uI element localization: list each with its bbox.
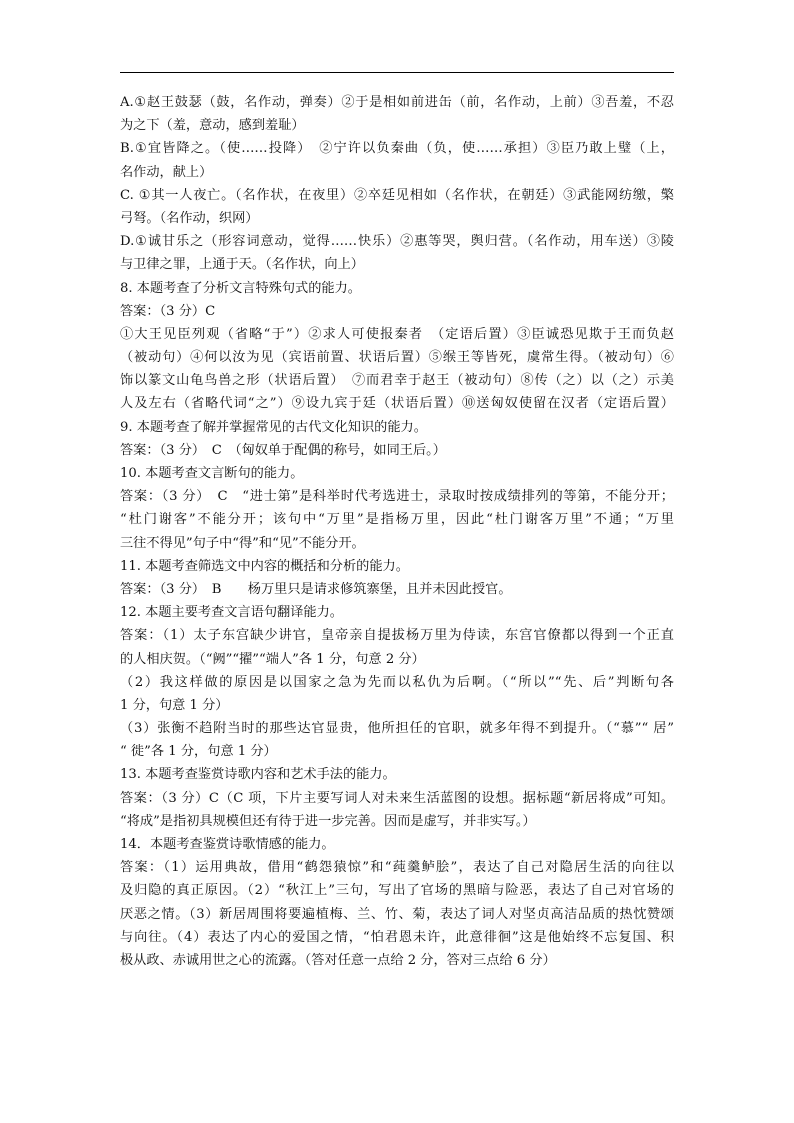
text-line: 为之下（羞，意动，感到羞耻）: [120, 118, 305, 134]
text-line: 名作动，献上）: [120, 164, 213, 180]
text-line: 1 分，句意 1 分）: [120, 697, 229, 713]
text-line: 三往不得见”句子中“得”和“见”不能分开。: [120, 535, 365, 551]
text-line: 答案：（3 分） C （匈奴单于配偶的称号，如同王后。）: [120, 442, 446, 458]
text-line: 答案：（3 分） B 杨万里只是请求修筑寨堡，且并未因此授官。: [120, 581, 512, 597]
text-line: B.①宜皆降之。（使……投降） ②宁许以负秦曲（负，使……承担）③臣乃敢上璧（上，: [120, 141, 674, 157]
text-line: ①大王见臣列观（省略“于”）②求人可使报秦者 （定语后置）③臣诚恐见欺于王而负赵: [120, 326, 674, 342]
text-line: 10. 本题考查文言断句的能力。: [120, 466, 304, 481]
text-line: 9. 本题考查了解并掌握常见的古代文化知识的能力。: [120, 419, 427, 435]
answer-text-body: [120, 91, 674, 972]
text-line: 人及左右（省略代词“之”）⑨设九宾于廷（状语后置）⑩送匈奴使留在汉者（定语后置）: [120, 396, 674, 412]
text-line: 及归隐的真正原因。（2）“秋江上”三句，写出了官场的黑暗与险恶，表达了自己对官场的: [120, 883, 674, 899]
text-line: 极从政、赤诚用世之心的流露。（答对任意一点给 2 分，答对三点给 6 分）: [120, 952, 556, 968]
text-line: 与卫律之罪，上通于天。（名作状，向上）: [120, 257, 364, 273]
text-line: C. ①其一人夜亡。（名作状，在夜里）②卒廷见相如（名作状，在朝廷）③武能网纺缴，檠: [120, 187, 674, 203]
text-line: （3）张衡不趋附当时的那些达官显贵，他所担任的官职，就多年得不到提升。（“慕”“ 居”: [120, 721, 674, 737]
text-line: 11. 本题考查筛选文中内容的概括和分析的能力。: [120, 558, 409, 574]
text-line: 弓弩。（名作动，织网）: [120, 210, 259, 226]
text-line: 答案：（3 分） C “进士第”是科举时代考选进士，录取时按成绩排列的等第，不能分开；: [120, 489, 674, 505]
text-line: 饰以篆文山龟鸟兽之形（状语后置） ⑦而君幸于赵王（被动句）⑧传（之）以（之）示美: [120, 373, 674, 389]
text-line: 答案：（1）太子东宫缺少讲官，皇帝亲自提拔杨万里为侍读，东宫官僚都以得到一个正直: [120, 628, 674, 644]
text-line: “ 徙”各 1 分，句意 1 分）: [120, 744, 277, 760]
text-line: （2）我这样做的原因是以国家之急为先而以私仇为后啊。（“所以”“先、后”判断句各: [120, 674, 674, 690]
text-line: 8. 本题考查了分析文言特殊句式的能力。: [120, 280, 361, 296]
text-line: （被动句）④何以汝为见（宾语前置、状语后置）⑤缑王等皆死，虞常生得。（被动句）⑥: [120, 350, 674, 366]
text-line: 厌恶之情。（3）新居周围将要遍植梅、兰、竹、菊，表达了词人对坚贞高洁品质的热忱赞颂: [120, 906, 674, 922]
text-line: “杜门谢客”不能分开；该句中“万里”是指杨万里，因此“杜门谢客万里”不通；“万里: [120, 512, 674, 528]
text-line: 答案：（1）运用典故，借用“鹤怨猿惊”和“莼羹鲈脍”，表达了自己对隐居生活的向往以: [120, 860, 674, 876]
text-line: 12. 本题主要考查文言语句翻译能力。: [120, 605, 343, 621]
text-line: 14．本题考查鉴赏诗歌情感的能力。: [120, 837, 335, 852]
text-line: 的人相庆贺。（“阙”“擢”“端人”各 1 分，句意 2 分）: [120, 651, 425, 667]
header-rule: [120, 72, 674, 73]
text-line: “将成”是指初具规模但还有待于进一步完善。因而是虚写，并非实写。）: [120, 813, 536, 829]
text-line: 答案：（3 分）C: [120, 303, 216, 319]
text-line: 与向往。（4）表达了内心的爱国之情，“怕君恩未许，此意徘徊”这是他始终不忘复国、积: [120, 929, 674, 945]
text-line: A.①赵王鼓瑟（鼓，名作动，弹奏）②于是相如前进缶（前，名作动，上前）③吾羞，不忍: [120, 95, 674, 110]
text-line: 13. 本题考查鉴赏诗歌内容和艺术手法的能力。: [120, 767, 396, 783]
text-line: D.①诚甘乐之（形容词意动，觉得……快乐）②惠等哭，舆归营。（名作动，用车送）③陵: [120, 234, 674, 250]
text-line: 答案：（3 分）C（C 项，下片主要写词人对未来生活蓝图的设想。据标题“新居将成”可知。: [120, 790, 674, 806]
